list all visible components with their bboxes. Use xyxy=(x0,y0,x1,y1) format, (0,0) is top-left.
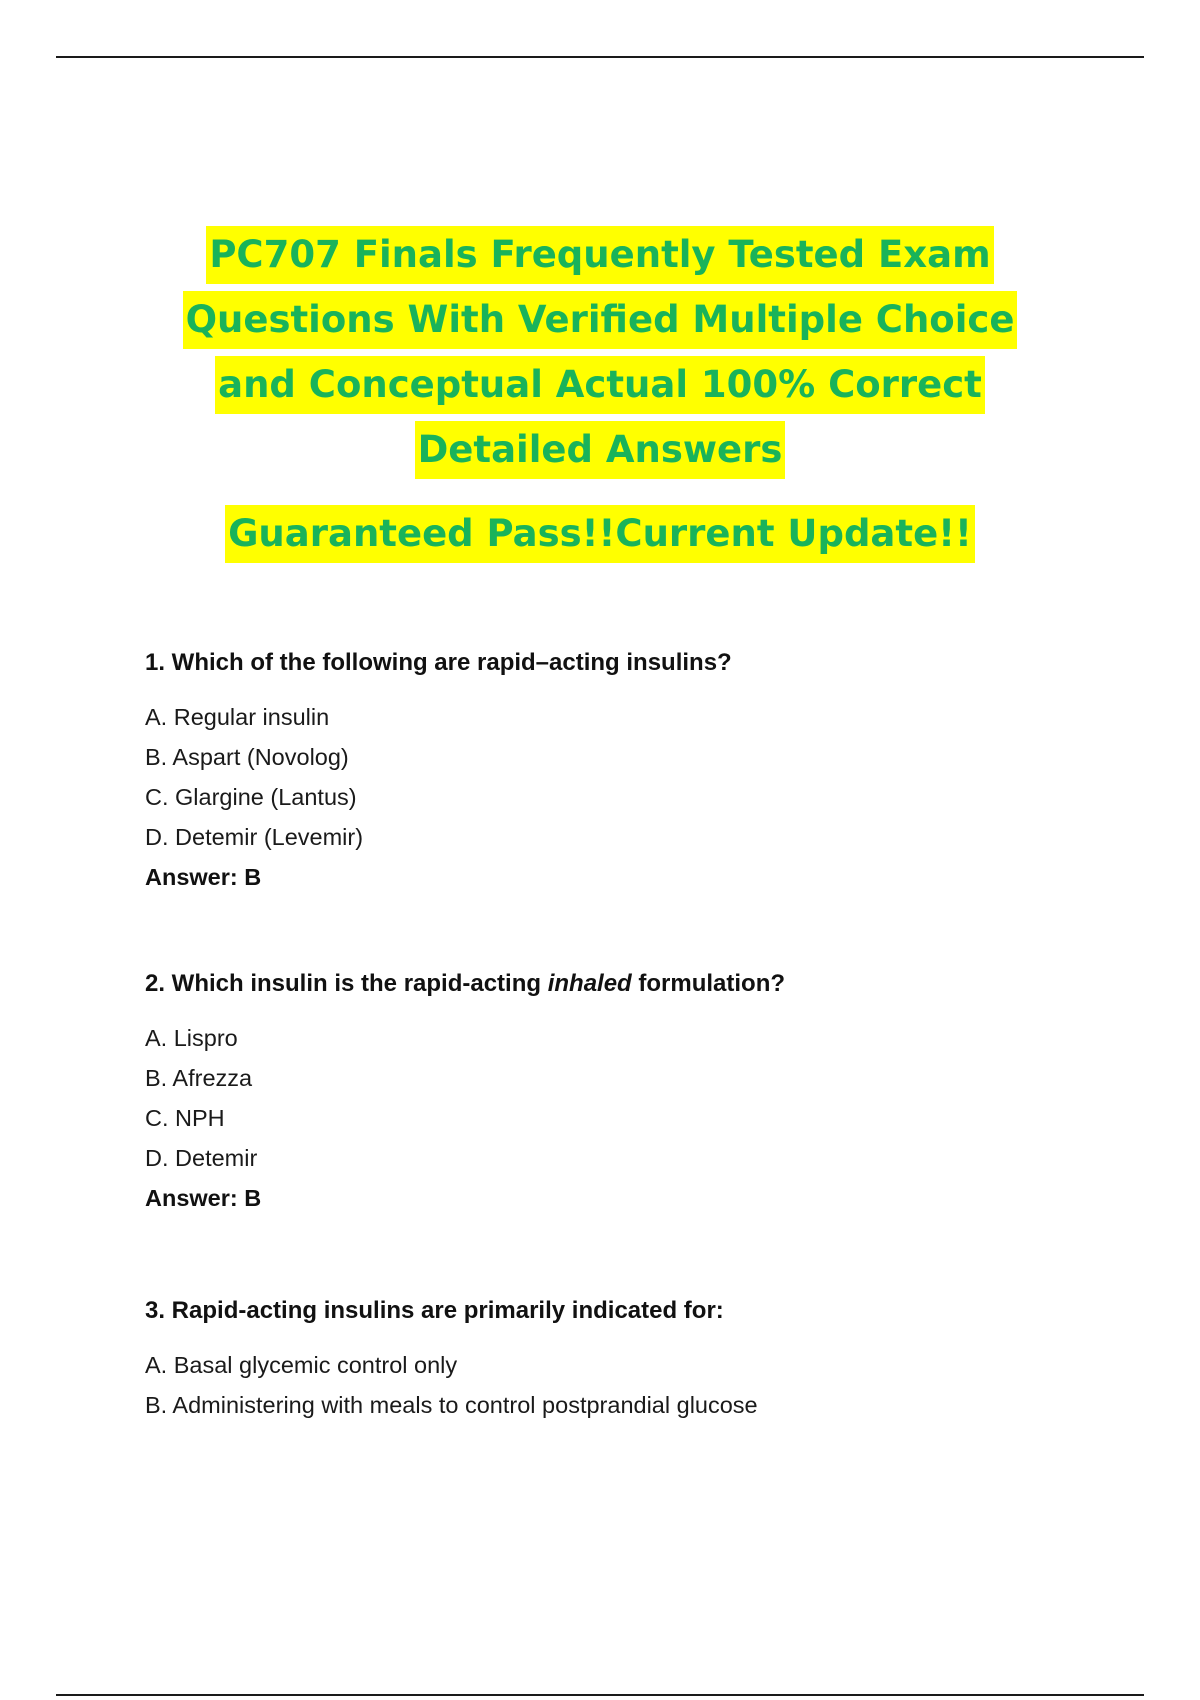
question-1 xyxy=(145,648,1105,897)
bottom-rule xyxy=(56,1694,1144,1696)
title-line-3: and Conceptual Actual 100% Correct xyxy=(215,356,985,414)
question-2-option-a: A. Lispro xyxy=(145,1025,238,1051)
title-line-1: PC707 Finals Frequently Tested Exam xyxy=(206,226,993,284)
question-list xyxy=(145,648,1105,1497)
question-3 xyxy=(145,1296,1105,1425)
title-tagline: Guaranteed Pass!!Current Update!! xyxy=(225,505,975,563)
question-1-prompt: 1. Which of the following are rapid–acting insulins? xyxy=(145,649,732,676)
question-2-option-b: B. Afrezza xyxy=(145,1065,253,1091)
question-2-prompt xyxy=(145,969,1105,999)
question-1-option-c: C. Glargine (Lantus) xyxy=(145,784,357,810)
document-title xyxy=(0,226,1200,570)
question-2 xyxy=(145,969,1105,1218)
question-2-option-c: C. NPH xyxy=(145,1105,225,1131)
title-line-2: Questions With Verified Multiple Choice xyxy=(183,291,1018,349)
question-1-option-b: B. Aspart (Novolog) xyxy=(145,744,349,770)
question-3-option-a: A. Basal glycemic control only xyxy=(145,1352,458,1378)
question-2-option-d: D. Detemir xyxy=(145,1145,258,1171)
question-2-prompt-start: 2. Which insulin is the rapid-acting xyxy=(145,970,548,997)
title-line-4: Detailed Answers xyxy=(415,421,786,479)
question-1-answer: Answer: B xyxy=(145,864,262,890)
question-2-prompt-end: formulation? xyxy=(631,970,786,997)
question-1-option-a: A. Regular insulin xyxy=(145,704,330,730)
question-3-option-b: B. Administering with meals to control postprandial glucose xyxy=(145,1392,758,1418)
question-2-answer: Answer: B xyxy=(145,1185,262,1211)
top-rule xyxy=(56,56,1144,58)
question-1-option-d: D. Detemir (Levemir) xyxy=(145,824,364,850)
question-3-prompt: 3. Rapid-acting insulins are primarily indicated for: xyxy=(145,1297,724,1324)
question-2-prompt-emphasis: inhaled xyxy=(547,970,632,997)
